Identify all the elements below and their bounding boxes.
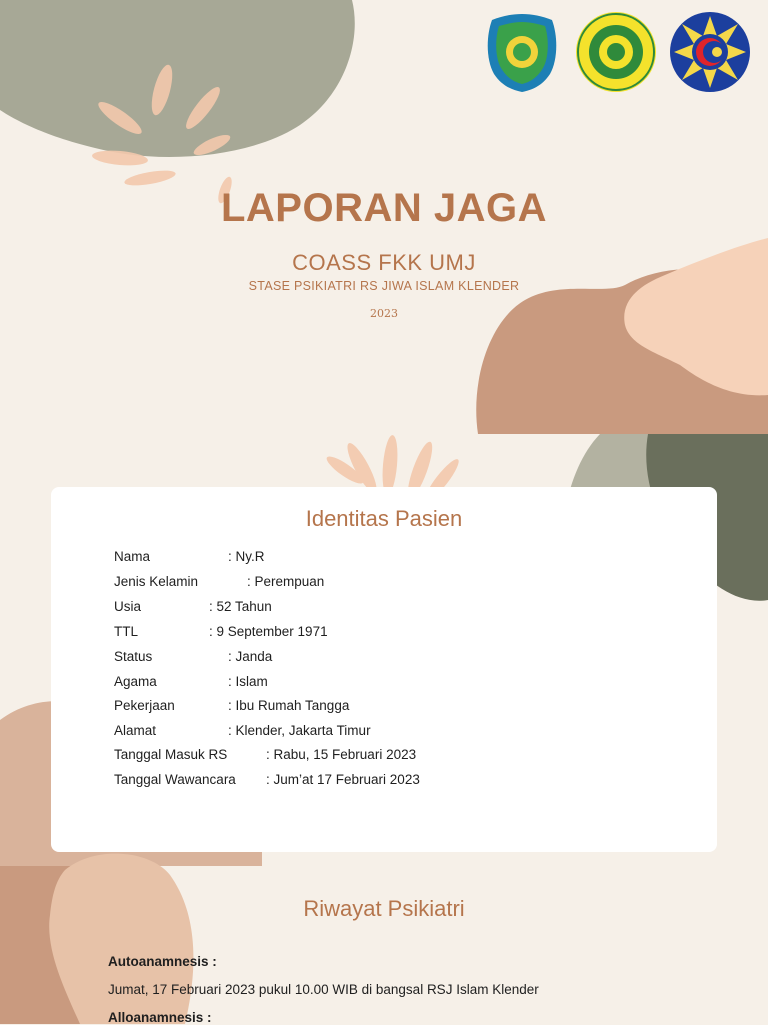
muhammadiyah-emblem — [668, 10, 752, 94]
peach-blob-lower-left — [49, 854, 193, 1024]
identitas-label: Agama — [114, 674, 157, 689]
identitas-value: : Jum’at 17 Februari 2023 — [266, 772, 420, 787]
umj-jakarta-seal — [574, 10, 658, 94]
year-label: 2023 — [370, 307, 398, 320]
identitas-value: : 9 September 1971 — [209, 624, 328, 639]
riwayat-title: Riwayat Psikiatri — [303, 896, 465, 921]
identitas-card — [51, 487, 717, 852]
identitas-row — [114, 574, 674, 596]
identitas-label: Nama — [114, 549, 151, 564]
identitas-row — [114, 549, 674, 571]
identitas-row — [114, 698, 674, 720]
identitas-row — [114, 599, 674, 621]
identitas-value: : Perempuan — [247, 574, 325, 589]
identitas-label: Tanggal Masuk RS — [114, 747, 228, 762]
autoanamnesis-label: Autoanamnesis : — [108, 954, 217, 969]
identitas-label: Tanggal Wawancara — [114, 772, 236, 787]
alloanamnesis-label: Alloanamnesis : — [108, 1010, 212, 1025]
identitas-value: : Ny.R — [228, 549, 265, 564]
identitas-row — [114, 624, 674, 646]
identitas-label: Alamat — [114, 723, 157, 738]
identitas-row — [114, 649, 674, 671]
identitas-label: Pekerjaan — [114, 698, 175, 713]
stase-label: STASE PSIKIATRI RS JIWA ISLAM KLENDER — [248, 279, 520, 293]
page-subtitle: COASS FKK UMJ — [292, 250, 476, 275]
page-title: LAPORAN JAGA — [220, 186, 548, 230]
autoanamnesis-text: Jumat, 17 Februari 2023 pukul 10.00 WIB di bangsal RSJ Islam Klender — [108, 982, 539, 997]
identitas-row — [114, 674, 674, 696]
identitas-value: : Ibu Rumah Tangga — [228, 698, 350, 713]
identitas-value: : Islam — [228, 674, 268, 689]
sage-blob-top-left — [0, 0, 355, 157]
identitas-value: : 52 Tahun — [209, 599, 272, 614]
identitas-row — [114, 747, 674, 769]
identitas-value: : Janda — [228, 649, 273, 664]
identitas-value: : Rabu, 15 Februari 2023 — [266, 747, 417, 762]
identitas-label: TTL — [114, 624, 139, 639]
logo-row — [480, 10, 752, 94]
identitas-label: Jenis Kelamin — [114, 574, 199, 589]
identitas-value: : Klender, Jakarta Timur — [228, 723, 371, 738]
identitas-label: Status — [114, 649, 153, 664]
identitas-row — [114, 772, 674, 794]
identitas-label: Usia — [114, 599, 142, 614]
identitas-title: Identitas Pasien — [305, 506, 463, 531]
umj-university-seal — [480, 10, 564, 94]
identitas-row — [114, 723, 674, 745]
